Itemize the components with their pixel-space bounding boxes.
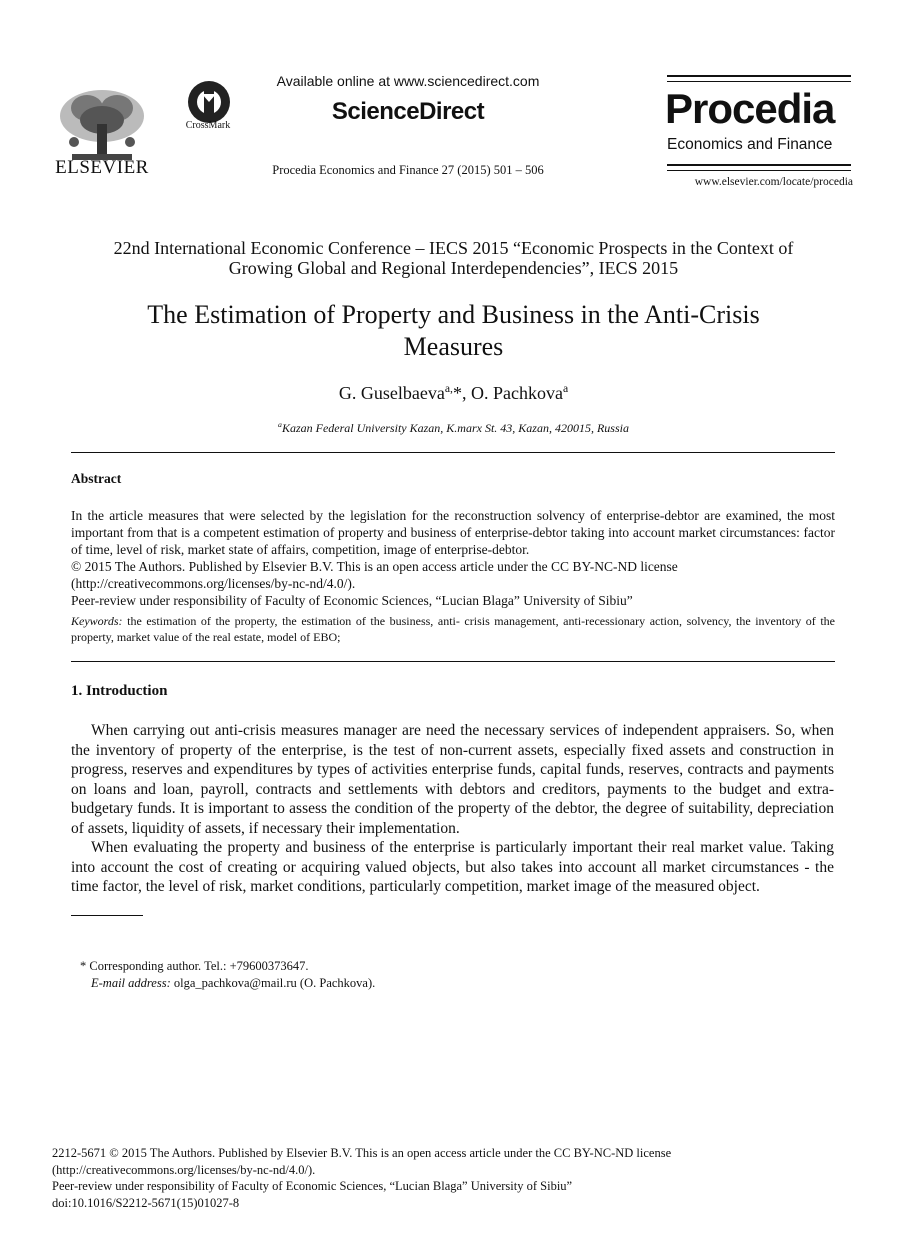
procedia-rule	[667, 164, 851, 166]
conference-line: Growing Global and Regional Interdependencies”, IECS 2015	[228, 258, 679, 278]
available-online-link[interactable]: Available online at www.sciencedirect.com	[276, 73, 540, 89]
keywords	[71, 614, 835, 645]
abstract-body	[71, 507, 835, 609]
introduction-body	[71, 721, 834, 897]
author-name: *, O. Pachkova	[452, 383, 563, 403]
title-line: Measures	[403, 332, 504, 361]
conference-name	[60, 238, 847, 278]
copyright-line: © 2015 The Authors. Published by Elsevier B.V. This is an open access article under the CC BY-NC-ND license	[71, 559, 678, 574]
author-list	[60, 383, 847, 404]
bottom-license-block	[52, 1145, 852, 1211]
keywords-label: Keywords:	[71, 614, 123, 628]
body-paragraph: When carrying out anti-crisis measures manager are need the necessary services of independent appraisers. So, when the inventory of property of the enterprise, is the test of non-current assets, especially fixed assets and construction in progress, reserves and expenditures by types of activities enterprise funds, capital funds, reserves, contracts and payments on loans and loan, payroll, contracts and settlements with debtors and creditors, payments to the budget and extra-budgetary funds. It is important to assess the condition of the property of the debtor, the degree of suitability, depreciation of assets, liquidity of assets, if necessary their implementation.	[71, 722, 834, 837]
sciencedirect-logo: ScienceDirect	[331, 98, 485, 125]
doi-link[interactable]: doi:10.1016/S2212-5671(15)01027-8	[52, 1195, 240, 1210]
license-link[interactable]: (http://creativecommons.org/licenses/by-nc-nd/4.0/).	[52, 1162, 316, 1177]
affiliation-text: Kazan Federal University Kazan, K.marx St. 43, Kazan, 420015, Russia	[281, 421, 629, 435]
paper-title	[60, 299, 847, 363]
conference-line: 22nd International Economic Conference – IECS 2015 “Economic Prospects in the Context of	[113, 238, 794, 258]
procedia-subtitle: Economics and Finance	[667, 136, 833, 153]
abstract-bottom-rule	[71, 661, 835, 662]
license-link[interactable]: (http://creativecommons.org/licenses/by-nc-nd/4.0/).	[71, 576, 356, 591]
author-affil-mark: a,	[444, 382, 453, 395]
affiliation	[60, 421, 847, 436]
procedia-rule	[667, 81, 851, 82]
section-heading: 1. Introduction	[71, 683, 168, 699]
author-name: G. Guselbaeva	[338, 383, 445, 403]
abstract-top-rule	[71, 452, 835, 453]
corresponding-author: * Corresponding author. Tel.: +79600373647.	[80, 959, 309, 973]
elsevier-wordmark: ELSEVIER	[55, 157, 149, 178]
email-address[interactable]: olga_pachkova@mail.ru (O. Pachkova).	[170, 976, 376, 990]
abstract-heading: Abstract	[71, 471, 122, 486]
affiliation-mark: a	[278, 420, 282, 429]
author-affil-mark: a	[562, 382, 569, 395]
email-label: E-mail address:	[91, 976, 171, 990]
title-line: The Estimation of Property and Business in the Anti-Crisis	[147, 300, 760, 329]
keywords-text: the estimation of the property, the estimation of the business, anti- crisis management, anti-recessionary action, solvency, the inventory of the property, market value of the real estate, model of EBO;	[71, 614, 835, 644]
procedia-rule	[667, 170, 851, 171]
abstract-paragraph: In the article measures that were selected by the legislation for the reconstruction solvency of enterprise-debtor are examined, the most important from that is a competent estimation of property and business of enterprise-debtor taking into account market circumstances: factor of time, level of risk, market state of affairs, competition, image of enterprise-debtor.	[71, 508, 835, 557]
footnote	[80, 958, 375, 992]
journal-citation: Procedia Economics and Finance 27 (2015) 501 – 506	[272, 163, 544, 177]
peer-review-line: Peer-review under responsibility of Faculty of Economic Sciences, “Lucian Blaga” University of Sibiu”	[71, 593, 633, 608]
peer-review-line: Peer-review under responsibility of Faculty of Economic Sciences, “Lucian Blaga” University of Sibiu”	[52, 1179, 573, 1193]
body-paragraph: When evaluating the property and business of the enterprise is particularly important their real market value. Taking into account the cost of creating or acquiring valued objects, but also takes into account all market circumstances - the time factor, the level of risk, market conditions, particularly competition, market image of the measured object.	[71, 839, 834, 895]
procedia-rule	[667, 75, 851, 77]
procedia-title: Procedia	[665, 85, 835, 132]
crossmark-label: CrossMark	[185, 120, 231, 131]
footnote-rule	[71, 915, 143, 916]
issn-copyright-line: 2212-5671 © 2015 The Authors. Published by Elsevier B.V. This is an open access article under the CC BY-NC-ND license	[52, 1146, 672, 1160]
procedia-url-link[interactable]: www.elsevier.com/locate/procedia	[694, 176, 853, 188]
